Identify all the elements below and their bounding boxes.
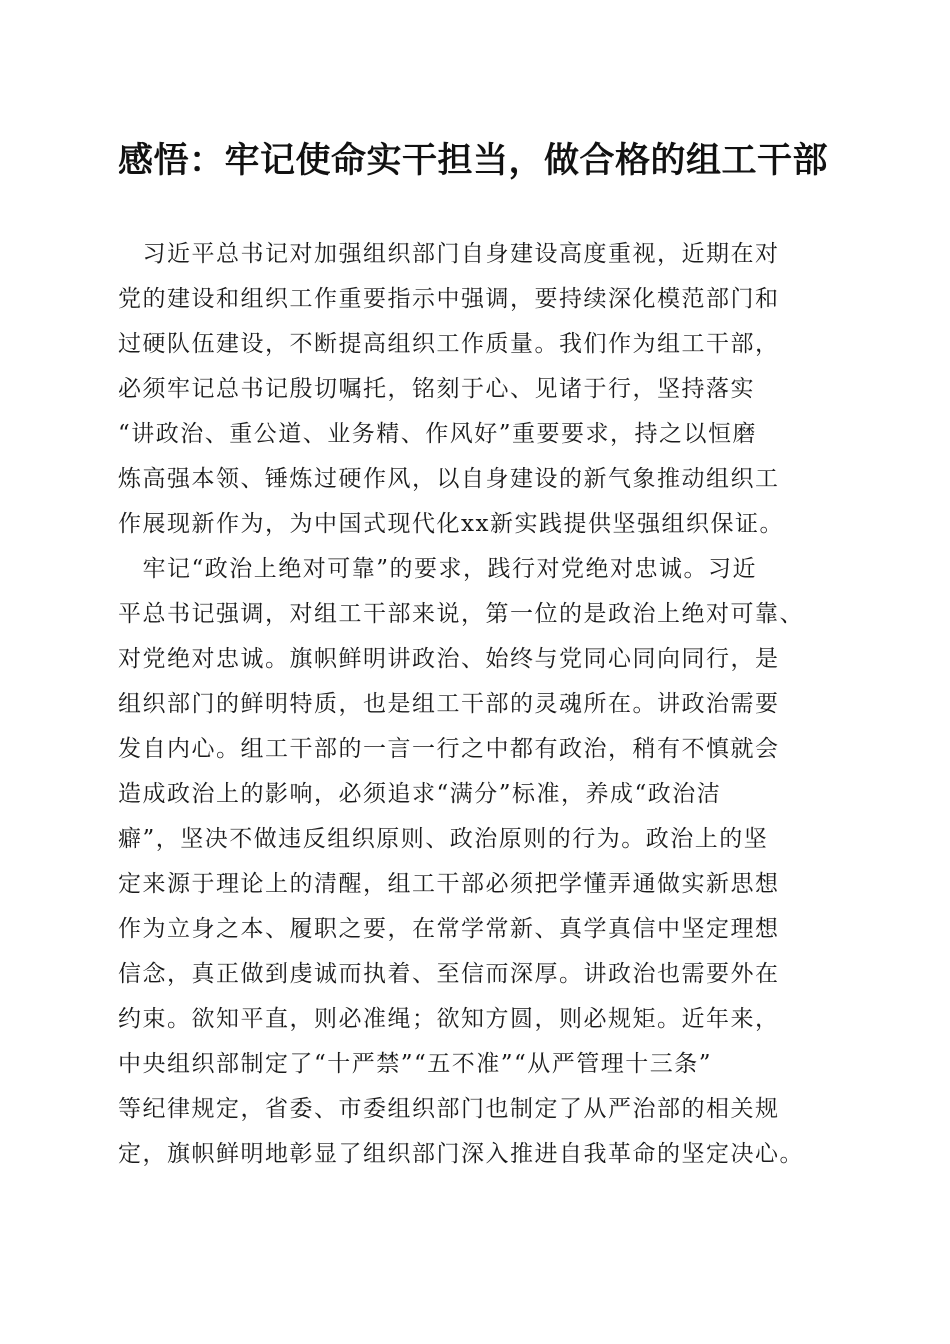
paragraph-line: 发自内心。组工干部的一言一行之中都有政治，稍有不慎就会 — [118, 736, 780, 762]
paragraph-1 — [118, 232, 838, 547]
paragraph-line: 组织部门的鲜明特质，也是组工干部的灵魂所在。讲政治需要 — [118, 691, 780, 717]
document-body — [118, 232, 838, 1177]
paragraph-line: 定来源于理论上的清醒，组工干部必须把学懂弄通做实新思想 — [118, 871, 780, 897]
paragraph-line: 作为立身之本、履职之要，在常学常新、真学真信中坚定理想 — [118, 916, 780, 942]
paragraph-line: 信念，真正做到虔诚而执着、至信而深厚。讲政治也需要外在 — [118, 961, 780, 987]
paragraph-line: 作展现新作为，为中国式现代化xx新实践提供坚强组织保证。 — [118, 511, 784, 537]
paragraph-line: 习近平总书记对加强组织部门自身建设高度重视，近期在对 — [118, 241, 780, 267]
paragraph-line: 约束。欲知平直，则必准绳；欲知方圆，则必规矩。近年来， — [118, 1006, 780, 1032]
paragraph-line: 党的建设和组织工作重要指示中强调，要持续深化模范部门和 — [118, 286, 780, 312]
paragraph-line: 牢记“政治上绝对可靠”的要求，践行对党绝对忠诚。习近 — [118, 556, 758, 582]
paragraph-line: 炼高强本领、锤炼过硬作风，以自身建设的新气象推动组织工 — [118, 466, 780, 492]
paragraph-line: 中央组织部制定了“十严禁”“五不准”“从严管理十三条” — [118, 1051, 713, 1077]
paragraph-line: 造成政治上的影响，必须追求“满分”标准，养成“政治洁 — [118, 781, 722, 807]
paragraph-line: 过硬队伍建设，不断提高组织工作质量。我们作为组工干部， — [118, 331, 780, 357]
paragraph-line: “讲政治、重公道、业务精、作风好”重要要求，持之以恒磨 — [118, 421, 758, 447]
paragraph-line: 癖”，坚决不做违反组织原则、政治原则的行为。政治上的坚 — [118, 826, 769, 852]
paragraph-line: 平总书记强调，对组工干部来说，第一位的是政治上绝对可靠、 — [118, 601, 804, 627]
paragraph-line: 定，旗帜鲜明地彰显了组织部门深入推进自我革命的坚定决心。 — [118, 1141, 804, 1167]
paragraph-2 — [118, 547, 838, 1177]
paragraph-line: 必须牢记总书记殷切嘱托，铭刻于心、见诸于行，坚持落实 — [118, 376, 755, 402]
paragraph-line: 等纪律规定，省委、市委组织部门也制定了从严治部的相关规 — [118, 1096, 780, 1122]
paragraph-line: 对党绝对忠诚。旗帜鲜明讲政治、始终与党同心同向同行，是 — [118, 646, 780, 672]
document-title: 感悟：牢记使命实干担当，做合格的组工干部 — [118, 140, 829, 181]
